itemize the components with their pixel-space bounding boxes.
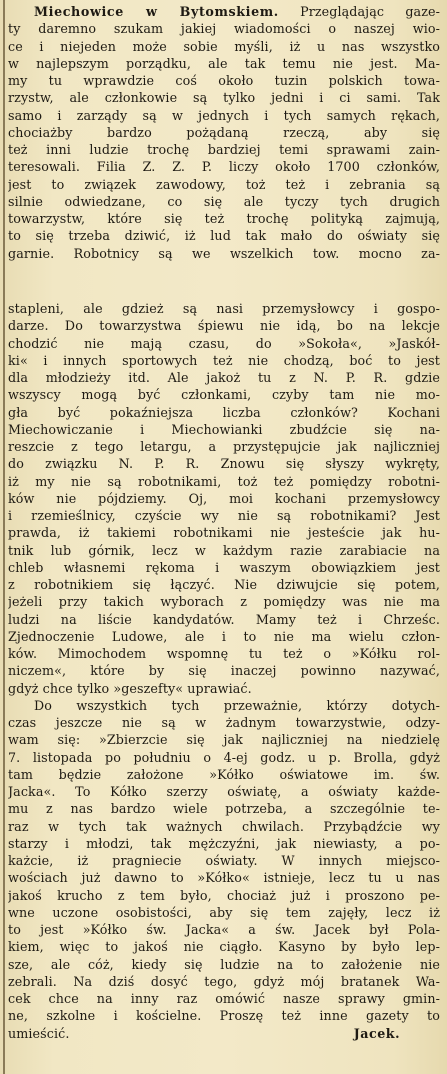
article-line: dla młodzieży itd. Ale jakoż tu z N. P. R. gdzie: [8, 370, 440, 385]
article-part-1: [8, 3, 440, 279]
article-line: w najlepszym porządku, ale tak temu nie jest. Ma-: [8, 55, 440, 71]
article-closing-line: [8, 1025, 440, 1042]
article-line: raz w tych tak ważnych chwilach. Przybądźcie wy: [8, 818, 440, 834]
article-line: cek chce na inny raz omówić nasze sprawy gmin-: [8, 991, 440, 1006]
article-line: i rzemieślnicy, czyście wy nie są robotnikami? Jest: [8, 508, 440, 523]
article-line: chodzić nie mają czasu, do »Sokoła«, »Jaskół-: [8, 335, 440, 351]
article-line: wościach już dawno to »Kółko« istnieje, lecz tu u nas: [8, 870, 440, 886]
article-line: jest to związek zawodowy, toż też i zebrania są: [8, 176, 440, 192]
article-line: my tu wprawdzie coś około tuzin polskich towa-: [8, 73, 440, 88]
article-line: Jacka«. To Kółko szerzy oświatę, a oświaty każde-: [8, 784, 440, 799]
article-line: mu z nas bardzo wiele potrzeba, a szczególnie te-: [8, 801, 440, 817]
article-line: silnie odwiedzane, co się ale tyczy tych drugich: [8, 193, 440, 209]
article-first-line: [8, 3, 440, 20]
article-line: sze, ale cóż, kiedy się ludzie na to założenie nie: [8, 956, 440, 972]
column-rule: [3, 0, 5, 1074]
article-line: garnie. Robotnicy są we wszelkich tow. mocno za-: [8, 245, 440, 261]
signature: Jacek.: [353, 1025, 400, 1041]
article-line: chociażby bardzo pożądaną rzeczą, aby się: [8, 124, 440, 140]
article-line: gła być pokaźniejsza liczba członków? Kochani: [8, 404, 440, 420]
article-line: czas jeszcze nie są w żadnym towarzystwie, odzy-: [8, 715, 440, 730]
article-line: towarzystw, które się też trochę polityką zajmują,: [8, 211, 440, 226]
article-line: jeżeli przy takich wyborach z pomiędzy was nie ma: [8, 594, 440, 610]
article-line: wszyscy mogą być członkami, czyby tam nie mo-: [8, 387, 440, 403]
article-line: samo i zarządy są w jednych i tych samych rękach,: [8, 107, 440, 123]
article-title: Miechowice w Bytomskiem.: [34, 4, 279, 19]
article-line: darze. Do towarzystwa śpiewu nie idą, bo na lekcje: [8, 318, 440, 334]
article-line: ków nie pójdziemy. Oj, moi kochani przemysłowcy: [8, 490, 440, 506]
article-line: starzy i młodzi, tak mężczyźni, jak niewiasty, a po-: [8, 835, 440, 851]
article-line: ty daremno szukam jakiej wiadomości o naszej wio-: [8, 21, 440, 37]
article-line: tnik lub górnik, lecz w każdym razie zarabiacie na: [8, 542, 440, 558]
article-line: tam będzie założone »Kółko oświatowe im. św.: [8, 766, 440, 782]
article-line: teresowali. Filia Z. Z. P. liczy około 1700 członków,: [8, 159, 440, 175]
article-part-2: [8, 300, 440, 1070]
article-line: jakoś krucho z tem było, chociaż już i proszono pe-: [8, 887, 440, 903]
column-break: [8, 280, 440, 299]
article-line: do związku N. P. R. Znowu się słyszy wykręty,: [8, 456, 440, 472]
article-line: 7. listopada po południu o 4-ej godz. u p. Brolla, gdyż: [8, 749, 440, 765]
article-line: reszcie z tego letargu, a przystępujcie jak najliczniej: [8, 439, 440, 454]
article-line: chleb własnemi rękoma i waszym obowiązkiem jest: [8, 559, 440, 575]
article-line: Miechowiczanie i Miechowianki zbudźcie się na-: [8, 421, 440, 437]
article-line: umieścić.: [8, 1025, 70, 1041]
article-line: też inni ludzie trochę bardziej temi sprawami zain-: [8, 142, 440, 157]
article-line: iż my nie są robotnikami, toż też pomiędzy robotni-: [8, 473, 440, 489]
article-line: kiem, więc to jakoś nie ciągło. Kasyno by było lep-: [8, 939, 440, 955]
article-line: z robotnikiem się łączyć. Nie dziwujcie się potem,: [8, 577, 440, 592]
article-line: stapleni, ale gdzież są nasi przemysłowcy i gospo-: [8, 301, 440, 316]
article-line: Przeglądając gaze-: [300, 4, 440, 19]
article-line: to jest »Kółko św. Jacka« a św. Jacek był Pola-: [8, 922, 440, 937]
article-line: wne uczone osobistości, aby się tem zajęły, lecz iż: [8, 904, 440, 920]
article-line: ludzi na liście kandydatów. Mamy też i Chrześc.: [8, 611, 440, 627]
article-line: ce i niejeden może sobie myśli, iż u nas wszystko: [8, 38, 440, 54]
article-line: to się trzeba dziwić, iż lud tak mało do oświaty się: [8, 228, 440, 244]
article-line: ne, szkolne i kościelne. Proszę też inne gazety to: [8, 1008, 440, 1024]
article-line: gdyż chce tylko »geszefty« uprawiać.: [8, 680, 252, 696]
article-line: prawda, iż takiemi robotnikami nie jesteście jak hu-: [8, 525, 440, 541]
article-line: Do wszystkich tych przeważnie, którzy dotych-: [34, 697, 440, 713]
article-line: każcie, iż pragniecie oświaty. W innych miejsco-: [8, 853, 440, 868]
article-line: zebrali. Na dziś dosyć tego, gdyż mój bratanek Wa-: [8, 973, 440, 989]
article-line: wam się: »Zbierzcie się jak najliczniej na niedzielę: [8, 732, 440, 748]
article-line: Zjednoczenie Ludowe, ale i to nie ma wielu człon-: [8, 628, 440, 644]
article-line: niczem«, które by się inaczej powinno nazywać,: [8, 663, 440, 679]
article-line: ków. Mimochodem wspomnę tu też o »Kółku rol-: [8, 646, 440, 661]
article-line: rzystw, ale członkowie są tylko jedni i ci sami. Tak: [8, 90, 440, 106]
article-line: ki« i innych sportowych też nie chodzą, boć to jest: [8, 352, 440, 368]
